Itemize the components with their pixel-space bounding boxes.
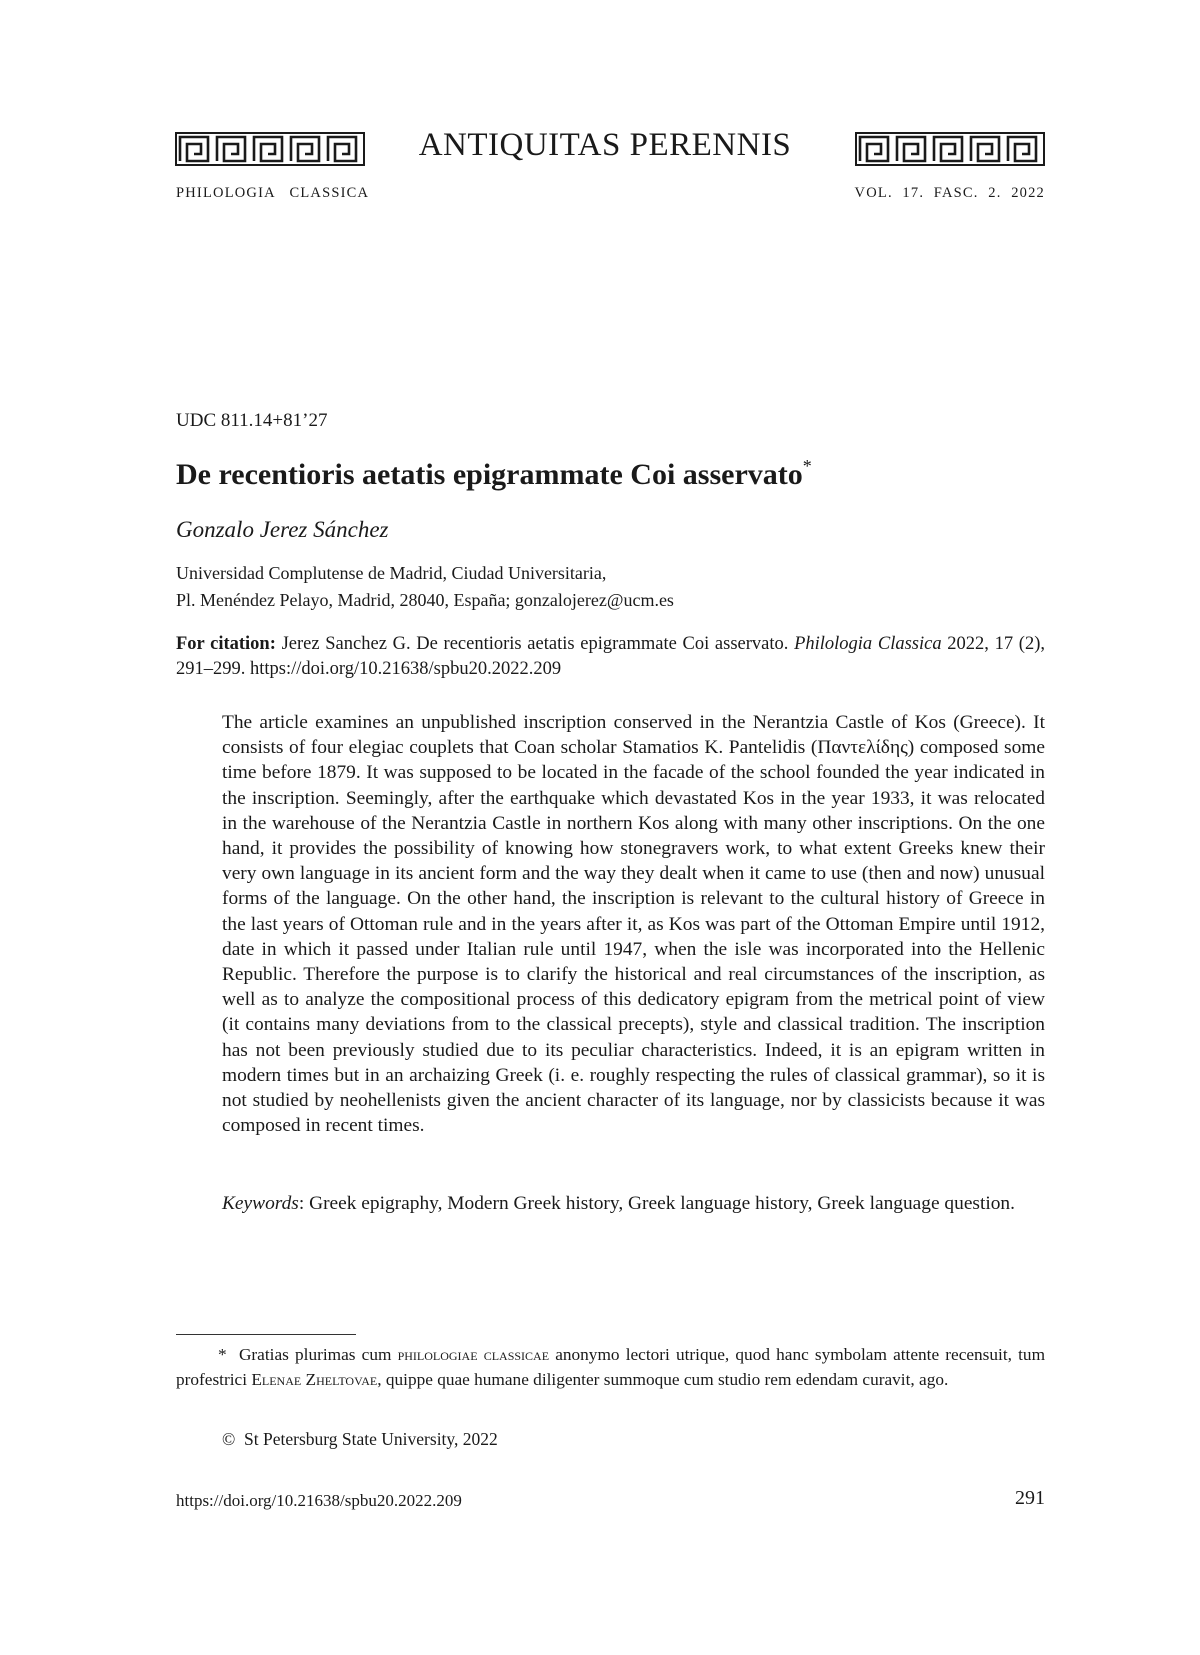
footnote-journal: philologiae classicae: [397, 1345, 550, 1364]
copyright: © St Petersburg State University, 2022: [222, 1429, 498, 1449]
abstract: The article examines an unpublished inscription conserved in the Nerantzia Castle of Kos (Greece). It consists of four elegiac couplets that Coan scholar Stamatios K. Pantelidis (Παντελίδης) composed some time before 1879. It was supposed to be located in the facade of the school founded the year indicated in the inscription. Seemingly, after the earthquake which devastated Kos in the year 1933, it was relocated in the warehouse of the Nerantzia Castle in northern Kos along with many other inscriptions. On the one hand, it provides the possibility of knowing how stonegravers work, to what extent Greeks knew their very own language in its ancient form and the way they dealt when it came to use (then and now) unusual forms of the language. On the other hand, the inscription is relevant to the cultural history of Greece in the last years of Ottoman rule and in the years after it, as Kos was part of the Ottoman Empire until 1912, date in which it passed under Italian rule until 1947, when the isle was incorporated into the Hellenic Republic. Therefore the purpose is to clarify the historical and real circumstances of the inscription, as well as to analyze the compositional process of this dedicatory epigram from the metrical point of view (it contains many deviations from to the classical precepts), style and classical tradition. The inscription has not been previously studied due to its peculiar characteristics. Indeed, it is an epigram written in modern times but in an archaizing Greek (i. e. roughly respecting the rules of classical grammar), so it is not studied by neohellenists given the ancient character of its language, nor by classicists because it was composed in recent times.: [222, 712, 1045, 1137]
journal-title: ANTIQUITAS PERENNIS: [418, 127, 792, 163]
article-title-text: De recentioris aetatis epigrammate Coi asservato: [176, 458, 803, 491]
keywords-text: : Greek epigraphy, Modern Greek history, Greek language history, Greek language question.: [298, 1193, 1015, 1214]
doi-link[interactable]: https://doi.org/10.21638/spbu20.2022.209: [176, 1491, 462, 1510]
author-affiliation: [176, 560, 674, 614]
citation: [176, 632, 1045, 682]
citation-text: Jerez Sanchez G. De recentioris aetatis epigrammate Coi asservato.: [275, 634, 795, 654]
citation-label: For citation:: [176, 634, 276, 654]
affiliation-line: Universidad Complutense de Madrid, Ciudad Universitaria,: [176, 563, 607, 583]
udc-code: UDC 811.14+81’27: [176, 410, 328, 431]
article-title: [176, 456, 812, 492]
footnote-text: anonymo lectori utrique, quod hanc symbolam attente recensuit, tum profestrici: [176, 1345, 1046, 1389]
footnote-mark: *: [218, 1345, 227, 1364]
footnote-editor: Elenae Zheltovae: [251, 1369, 378, 1389]
greek-key-meander-icon: [175, 132, 365, 166]
footnote-text: , quippe quae humane diligenter summoque cum studio rem edendam curavit, ago.: [377, 1369, 949, 1389]
keywords-label: Keywords: [222, 1193, 299, 1214]
journal-series: PHILOLOGIA CLASSICA: [176, 185, 370, 201]
greek-key-meander-icon: [855, 132, 1045, 166]
footnote-text: Gratias plurimas cum: [226, 1345, 398, 1364]
journal-volume: VOL. 17. FASC. 2. 2022: [854, 185, 1045, 201]
author-name: Gonzalo Jerez Sánchez: [176, 517, 389, 542]
title-footnote-mark: *: [802, 456, 812, 476]
affiliation-line: Pl. Menéndez Pelayo, Madrid, 28040, España; gonzalojerez@ucm.es: [176, 590, 674, 610]
footnote: [176, 1343, 1045, 1392]
citation-details: 2022, 17 (2), 291–299. https://doi.org/10.21638/spbu20.2022.209: [176, 634, 1045, 679]
page-number: 291: [1015, 1487, 1045, 1509]
citation-journal: Philologia Classica: [794, 634, 942, 654]
keywords: [222, 1191, 1045, 1216]
footnote-divider: [176, 1334, 356, 1335]
